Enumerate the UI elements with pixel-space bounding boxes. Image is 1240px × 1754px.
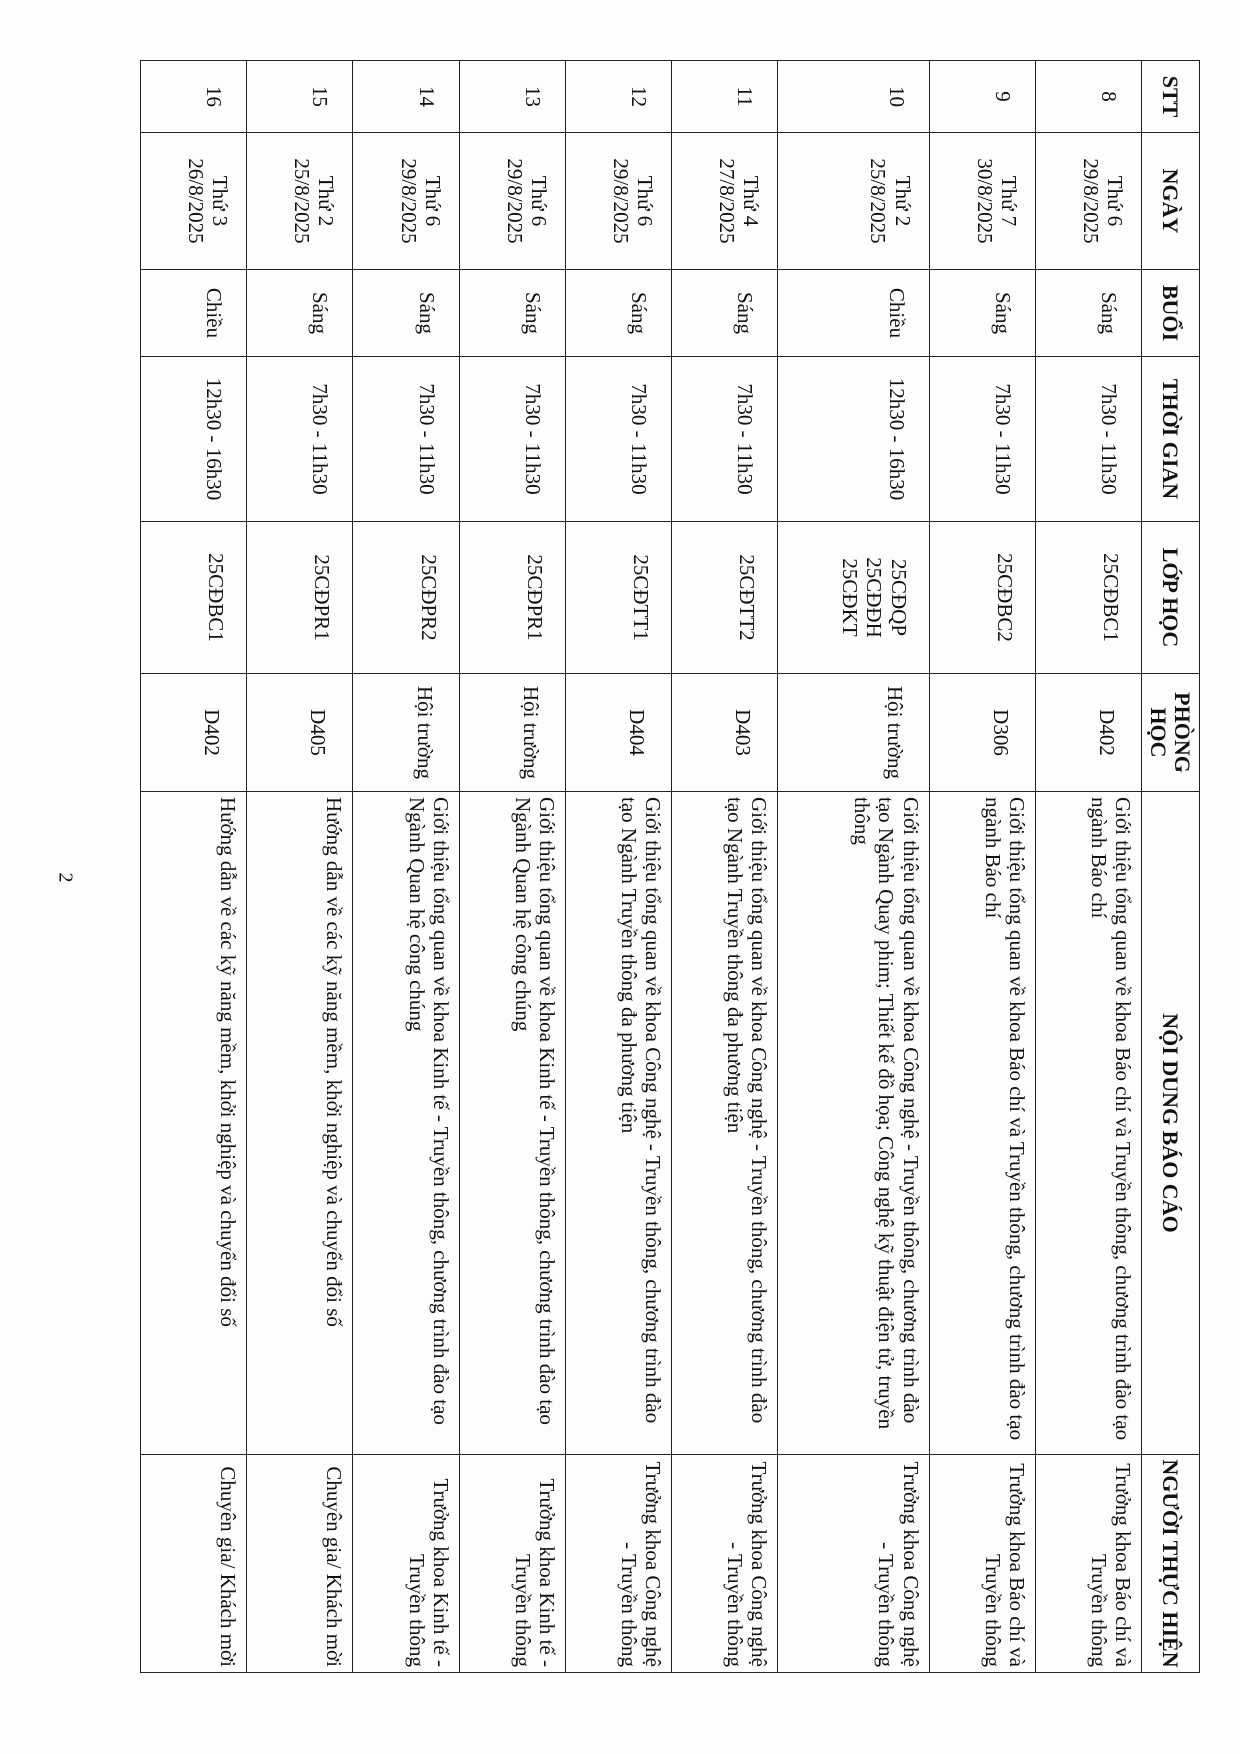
room-value: D402 <box>200 709 225 756</box>
session-value: Sáng <box>520 292 545 334</box>
page-number: 2 <box>54 872 77 883</box>
session-value: Sáng <box>990 292 1015 334</box>
header-buoi: BUỔI <box>1142 270 1200 357</box>
class-code: 25CĐBC2 <box>992 553 1017 642</box>
row-room <box>141 674 247 792</box>
row-time <box>247 357 353 522</box>
row-class <box>353 522 459 674</box>
header-noi-dung: NỘI DUNG BÁO CÁO <box>1142 792 1200 1455</box>
class-code: 25CĐTT2 <box>735 554 760 641</box>
row-room <box>778 674 929 792</box>
row-date <box>1035 133 1141 270</box>
weekday: Thứ 2 <box>890 175 915 227</box>
row-stt <box>141 61 247 133</box>
class-code: 25CĐBC1 <box>1099 553 1123 642</box>
performer-value: Chuyên gia/ Khách mời <box>322 1466 347 1667</box>
stt-value: 16 <box>202 86 227 107</box>
class-code: 25CĐPR1 <box>522 554 547 641</box>
row-session <box>459 270 565 357</box>
content-value: Hướng dẫn về các kỹ năng mềm, khởi nghiệp và chuyển đổi số <box>322 797 347 1327</box>
row-date <box>247 133 353 270</box>
row-room <box>247 674 353 792</box>
row-session <box>672 270 778 357</box>
row-session <box>247 270 353 357</box>
weekday: Thứ 6 <box>526 175 551 227</box>
row-date <box>353 133 459 270</box>
stt-value: 10 <box>884 86 909 107</box>
row-date <box>672 133 778 270</box>
row-content <box>565 792 671 1455</box>
row-room <box>1035 674 1141 792</box>
time-value: 7h30 - 11h30 <box>627 383 652 495</box>
table-row <box>141 61 247 1673</box>
date-value: 29/8/2025 <box>1078 158 1103 244</box>
stt-value: 14 <box>414 86 439 107</box>
table-row <box>1035 61 1141 1673</box>
row-class <box>929 522 1035 674</box>
class-code: 25CĐQP <box>886 558 911 637</box>
row-date <box>459 133 565 270</box>
header-stt: STT <box>1142 61 1200 133</box>
date-value: 26/8/2025 <box>184 158 209 244</box>
row-performer <box>565 1455 671 1673</box>
session-value: Chiều <box>202 287 227 339</box>
row-stt <box>459 61 565 133</box>
weekday: Thứ 4 <box>739 175 764 227</box>
content-value: Giới thiệu tổng quan về khoa Báo chí và Truyền thông, chương trình đào tạo ngành Báo chí <box>1086 797 1135 1441</box>
date-value: 29/8/2025 <box>608 158 633 244</box>
row-performer <box>778 1455 929 1673</box>
row-class <box>778 522 929 674</box>
schedule-table <box>140 60 1200 1673</box>
row-time <box>672 357 778 522</box>
row-room <box>929 674 1035 792</box>
performer-value: Trưởng khoa Công nghệ - Truyền thông <box>616 1461 666 1667</box>
row-time <box>141 357 247 522</box>
row-class <box>565 522 671 674</box>
row-content <box>353 792 459 1455</box>
row-content <box>929 792 1035 1455</box>
session-value: Sáng <box>627 292 652 334</box>
performer-value: Chuyên gia/ Khách mời <box>216 1466 241 1667</box>
row-room <box>459 674 565 792</box>
header-thoi-gian: THỜI GIAN <box>1142 357 1200 522</box>
room-value: D403 <box>731 709 756 756</box>
content-value: Giới thiệu tổng quan về khoa Kinh tế - Truyền thông, chương trình đào tạo Ngành Quan hệ công chúng <box>404 797 453 1425</box>
stt-value: 13 <box>520 86 545 107</box>
row-class <box>141 522 247 674</box>
time-value: 7h30 - 11h30 <box>1097 383 1121 495</box>
time-value: 7h30 - 11h30 <box>990 383 1015 495</box>
content-value: Hướng dẫn về các kỹ năng mềm, khởi nghiệp và chuyển đổi số <box>216 797 241 1327</box>
room-value: D405 <box>306 709 331 756</box>
row-performer <box>672 1455 778 1673</box>
row-room <box>565 674 671 792</box>
class-code: 25CĐPR2 <box>416 554 441 641</box>
row-performer <box>929 1455 1035 1673</box>
room-value: D402 <box>1095 709 1119 756</box>
row-performer <box>459 1455 565 1673</box>
row-time <box>929 357 1035 522</box>
rotated-page-content <box>140 60 1200 1672</box>
session-value: Sáng <box>1097 292 1121 334</box>
row-date <box>565 133 671 270</box>
stt-value: 15 <box>308 86 333 107</box>
row-stt <box>672 61 778 133</box>
header-ngay: NGÀY <box>1142 133 1200 270</box>
row-content <box>247 792 353 1455</box>
content-value: Giới thiệu tổng quan về khoa Báo chí và Truyền thông, chương trình đào tạo ngành Báo chí <box>980 797 1029 1441</box>
class-code: 25CĐPR1 <box>310 554 335 641</box>
row-stt <box>778 61 929 133</box>
class-code: 25CĐTT1 <box>629 554 654 641</box>
date-value: 27/8/2025 <box>715 158 740 244</box>
session-value: Chiều <box>884 287 909 339</box>
row-room <box>672 674 778 792</box>
session-value: Sáng <box>308 292 333 334</box>
header-nguoi-thuc-hien: NGƯỜI THỰC HIỆN <box>1142 1455 1200 1673</box>
weekday: Thứ 3 <box>208 175 233 227</box>
row-time <box>778 357 929 522</box>
schedule-body <box>141 61 1142 1673</box>
time-value: 12h30 - 16h30 <box>202 377 227 501</box>
time-value: 7h30 - 11h30 <box>520 383 545 495</box>
row-room <box>353 674 459 792</box>
session-value: Sáng <box>733 292 758 334</box>
row-session <box>141 270 247 357</box>
header-row <box>1142 61 1200 1673</box>
content-value: Giới thiệu tổng quan về khoa Kinh tế - Truyền thông, chương trình đào tạo Ngành Quan hệ công chúng <box>510 797 559 1425</box>
row-time <box>1035 357 1141 522</box>
class-code: 25CĐKT <box>838 558 863 637</box>
row-session <box>353 270 459 357</box>
row-time <box>353 357 459 522</box>
row-content <box>672 792 778 1455</box>
room-value: D306 <box>988 709 1013 756</box>
table-row <box>672 61 778 1673</box>
room-value: Hội trường <box>518 685 543 780</box>
content-value: Giới thiệu tổng quan về khoa Công nghệ - Truyền thông, chương trình đào tạo Ngành Truyền thông đa phương tiện <box>723 797 772 1424</box>
stt-value: 11 <box>733 86 758 107</box>
row-session <box>929 270 1035 357</box>
class-code: 25CĐĐH <box>862 557 887 638</box>
row-session <box>778 270 929 357</box>
row-performer <box>1035 1455 1141 1673</box>
table-row <box>247 61 353 1673</box>
class-code: 25CĐBC1 <box>204 553 229 642</box>
row-stt <box>1035 61 1141 133</box>
date-value: 29/8/2025 <box>502 158 527 244</box>
row-session <box>565 270 671 357</box>
session-value: Sáng <box>414 292 439 334</box>
row-stt <box>247 61 353 133</box>
date-value: 25/8/2025 <box>290 158 315 244</box>
row-date <box>929 133 1035 270</box>
row-class <box>459 522 565 674</box>
row-performer <box>353 1455 459 1673</box>
performer-value: Trưởng khoa Công nghệ - Truyền thông <box>874 1461 923 1667</box>
table-row <box>778 61 929 1673</box>
stt-value: 8 <box>1097 91 1121 102</box>
time-value: 7h30 - 11h30 <box>414 383 439 495</box>
table-row <box>353 61 459 1673</box>
row-performer <box>141 1455 247 1673</box>
room-value: Hội trường <box>412 685 437 780</box>
row-stt <box>565 61 671 133</box>
row-time <box>459 357 565 522</box>
table-row <box>565 61 671 1673</box>
date-value: 30/8/2025 <box>972 158 997 244</box>
header-phong-hoc: PHÒNG HỌC <box>1142 674 1200 792</box>
time-value: 7h30 - 11h30 <box>308 383 333 495</box>
row-session <box>1035 270 1141 357</box>
header-lop-hoc: LỚP HỌC <box>1142 522 1200 674</box>
performer-value: Trưởng khoa Kinh tế - Truyền thông <box>510 1478 559 1667</box>
date-value: 25/8/2025 <box>866 158 891 244</box>
content-value: Giới thiệu tổng quan về khoa Công nghệ - Truyền thông, chương trình đào tạo Ngành Quay phim; Thiết kế đồ họa; Công nghệ kỹ thuật điện tử, truyền thông <box>850 797 923 1430</box>
row-performer <box>247 1455 353 1673</box>
table-row <box>929 61 1035 1673</box>
weekday: Thứ 6 <box>1103 175 1127 227</box>
date-value: 29/8/2025 <box>396 158 421 244</box>
stt-value: 9 <box>990 91 1015 102</box>
row-content <box>1035 792 1141 1455</box>
row-content <box>459 792 565 1455</box>
performer-value: Trưởng khoa Báo chí và Truyền thông <box>980 1463 1029 1667</box>
weekday: Thứ 6 <box>633 175 658 227</box>
row-date <box>778 133 929 270</box>
stt-value: 12 <box>627 86 652 107</box>
performer-value: Trưởng khoa Báo chí và Truyền thông <box>1086 1463 1135 1667</box>
content-value: Giới thiệu tổng quan về khoa Công nghệ - Truyền thông, chương trình đào tạo Ngành Truyền thông đa phương tiện <box>616 797 666 1424</box>
row-stt <box>929 61 1035 133</box>
row-class <box>1035 522 1141 674</box>
table-row <box>459 61 565 1673</box>
row-class <box>247 522 353 674</box>
weekday: Thứ 7 <box>996 175 1021 227</box>
row-time <box>565 357 671 522</box>
weekday: Thứ 2 <box>314 175 339 227</box>
performer-value: Trưởng khoa Kinh tế - Truyền thông <box>404 1478 453 1667</box>
time-value: 7h30 - 11h30 <box>733 383 758 495</box>
time-value: 12h30 - 16h30 <box>884 377 909 501</box>
row-stt <box>353 61 459 133</box>
row-date <box>141 133 247 270</box>
room-value: Hội trường <box>882 685 907 780</box>
weekday: Thứ 6 <box>420 175 445 227</box>
room-value: D404 <box>625 709 650 756</box>
row-content <box>778 792 929 1455</box>
row-content <box>141 792 247 1455</box>
performer-value: Trưởng khoa Công nghệ - Truyền thông <box>723 1461 772 1667</box>
row-class <box>672 522 778 674</box>
